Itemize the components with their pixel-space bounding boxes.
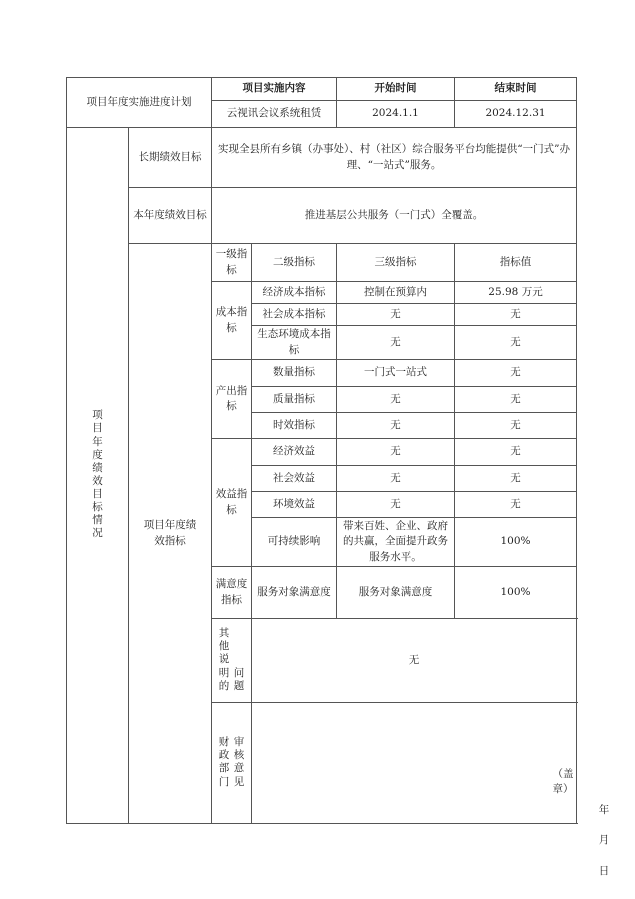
indicator-name: 服务对象满意度: [252, 567, 337, 619]
annual-row: [67, 188, 577, 244]
schedule-start: 2024.1.1: [337, 101, 455, 128]
indicator-value: 无: [455, 466, 577, 492]
indicator-level3: 带来百姓、企业、政府的共赢，全面提升政务服务水平。: [337, 518, 455, 567]
other-label-b: 问题: [233, 666, 245, 692]
performance-form-table: [66, 77, 610, 877]
year-label: 年: [598, 804, 610, 816]
indicator-level3: 无: [337, 413, 455, 439]
other-label-a: 其他说明的: [218, 627, 230, 692]
indicator-name: 环境效益: [252, 492, 337, 518]
indicator-value: 无: [455, 439, 577, 466]
indicator-name: 时效指标: [252, 413, 337, 439]
indicator-level3: 无: [337, 439, 455, 466]
month-label: 月: [598, 834, 610, 847]
indicator-name: 质量指标: [252, 387, 337, 413]
indicator-value: 无: [455, 492, 577, 518]
indicator-name: 社会效益: [252, 466, 337, 492]
long-term-text: 实现全县所有乡镇（办事处）、村（社区）综合服务平台均能提供“一门式”办理、“一站式”服务。: [212, 128, 577, 188]
indicator-level3: 无: [337, 492, 455, 518]
level2-header: 二级指标: [252, 244, 337, 282]
indicator-label: 项目年度绩效指标: [129, 244, 212, 824]
long-term-row: [67, 128, 577, 188]
indicator-name: 经济成本指标: [252, 282, 337, 304]
indicator-name: 生态环境成本指标: [252, 326, 337, 360]
seal-label: （盖章）: [552, 768, 574, 796]
cost-group-label: 成本指标: [212, 282, 252, 360]
indicator-level3: 无: [337, 326, 455, 360]
finance-label-a: 财政部门: [218, 736, 230, 788]
goals-section-label: 项目年度绩效目标情况: [67, 128, 129, 824]
indicator-level3: 无: [337, 304, 455, 326]
indicator-name: 社会成本指标: [252, 304, 337, 326]
indicator-value: 25.98 万元: [455, 282, 577, 304]
level1-header: 一级指标: [212, 244, 252, 282]
indicator-name: 可持续影响: [252, 518, 337, 567]
indicator-level3: 控制在预算内: [337, 282, 455, 304]
indicator-value: 100%: [455, 567, 577, 619]
finance-label-cell: [212, 703, 252, 824]
day-label: 日: [598, 864, 610, 877]
indicator-value: 100%: [455, 518, 577, 567]
indicator-value: 无: [455, 326, 577, 360]
other-label-cell: [212, 619, 252, 703]
indicator-name: 经济效益: [252, 439, 337, 466]
output-group-label: 产出指标: [212, 360, 252, 439]
start-header: 开始时间: [337, 78, 455, 101]
indicator-level3: 无: [337, 387, 455, 413]
indicator-level3: 无: [337, 466, 455, 492]
indicator-name: 数量指标: [252, 360, 337, 387]
date-line: [592, 803, 616, 879]
schedule-label: 项目年度实施进度计划: [67, 78, 212, 128]
indicator-value: 无: [455, 387, 577, 413]
annual-label: 本年度绩效目标: [129, 188, 212, 244]
long-term-label: 长期绩效目标: [129, 128, 212, 188]
document-page: [66, 77, 610, 877]
value-header: 指标值: [455, 244, 577, 282]
indicator-level3: 服务对象满意度: [337, 567, 455, 619]
schedule-content: 云视讯会议系统租赁: [212, 101, 337, 128]
satisfaction-group-label: 满意度指标: [212, 567, 252, 619]
schedule-header-row: [67, 78, 577, 101]
other-remarks-text: 无: [252, 619, 577, 703]
indicator-value: 无: [455, 360, 577, 387]
indicator-header-row: [67, 244, 577, 282]
content-header: 项目实施内容: [212, 78, 337, 101]
annual-text: 推进基层公共服务（一门式）全覆盖。: [212, 188, 577, 244]
schedule-end: 2024.12.31: [455, 101, 577, 128]
indicator-value: 无: [455, 304, 577, 326]
finance-label-b: 审核意见: [233, 736, 245, 788]
indicator-level3: 一门式一站式: [337, 360, 455, 387]
finance-opinion-cell: [252, 703, 610, 877]
benefit-group-label: 效益指标: [212, 439, 252, 567]
level3-header: 三级指标: [337, 244, 455, 282]
end-header: 结束时间: [455, 78, 577, 101]
indicator-value: 无: [455, 413, 577, 439]
